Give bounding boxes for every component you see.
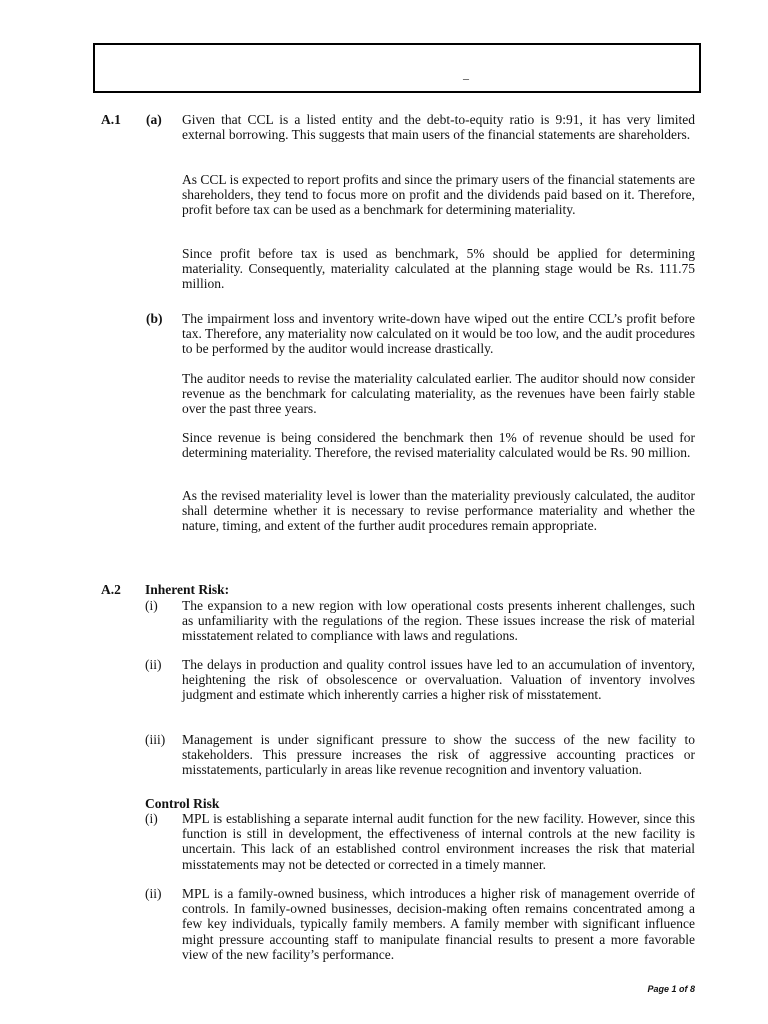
control-item-num-2: (ii) <box>145 886 162 901</box>
page-number: Page 1 of 8 <box>647 984 695 994</box>
header-box <box>93 43 701 93</box>
part-label-b: (b) <box>146 311 163 326</box>
inherent-risk-heading: Inherent Risk: <box>145 582 230 597</box>
part-label-a: (a) <box>146 112 162 127</box>
a1-b-paragraph-3: Since revenue is being considered the benchmark then 1% of revenue should be used for determining materiality. Therefore, the revised materiality calculated would be Rs. 90 million. <box>182 430 695 461</box>
a1-a-paragraph-3: Since profit before tax is used as benchmark, 5% should be applied for determining materiality. Consequently, materiality calculated at the planning stage would be Rs. 111.75 million. <box>182 246 695 292</box>
control-item-text-1: MPL is establishing a separate internal audit function for the new facility. However, since this function is still in development, the effectiveness of internal controls at the new facility is uncertain. This lack of an established control environment increases the risk that material misstatements may not be detected or corrected in a timely manner. <box>182 811 695 872</box>
a1-b-paragraph-4: As the revised materiality level is lower than the materiality previously calculated, the auditor shall determine whether it is necessary to revise performance materiality and whether the nature, timing, and extent of the further audit procedures remain appropriate. <box>182 488 695 534</box>
header-mark: – <box>463 71 469 85</box>
control-item-num-1: (i) <box>145 811 158 826</box>
inherent-item-text-1: The expansion to a new region with low operational costs presents inherent challenges, such as unfamiliarity with the regulations of the region. These issues increase the risk of material misstatement related to compliance with laws and regulations. <box>182 598 695 644</box>
question-number-a2: A.2 <box>101 582 121 597</box>
control-item-text-2: MPL is a family-owned business, which introduces a higher risk of management override of controls. In family-owned businesses, decision-making often remains concentrated among a few key individuals, typically family members. A family member with significant influence might pressure accounting staff to manipulate financial results to present a more favorable view of the new facility’s performance. <box>182 886 695 962</box>
inherent-item-num-3: (iii) <box>145 732 166 747</box>
inherent-item-text-3: Management is under significant pressure to show the success of the new facility to stakeholders. This pressure increases the risk of aggressive accounting practices or misstatements, particularly in areas like revenue recognition and inventory valuation. <box>182 732 695 778</box>
question-number-a1: A.1 <box>101 112 121 127</box>
control-risk-heading: Control Risk <box>145 796 220 811</box>
inherent-item-num-1: (i) <box>145 598 158 613</box>
inherent-item-text-2: The delays in production and quality control issues have led to an accumulation of inventory, heightening the risk of obsolescence or overvaluation. Valuation of inventory involves judgment and estimate which inherently carries a higher risk of misstatement. <box>182 657 695 703</box>
a1-b-paragraph-1: The impairment loss and inventory write-down have wiped out the entire CCL’s profit before tax. Therefore, any materiality now calculated on it would be too low, and the audit procedures to be performed by the auditor would increase drastically. <box>182 311 695 357</box>
inherent-item-num-2: (ii) <box>145 657 162 672</box>
a1-a-paragraph-1: Given that CCL is a listed entity and the debt-to-equity ratio is 9:91, it has very limited external borrowing. This suggests that main users of the financial statements are shareholders. <box>182 112 695 143</box>
a1-b-paragraph-2: The auditor needs to revise the materiality calculated earlier. The auditor should now consider revenue as the benchmark for calculating materiality, as the revenues have been fairly stable over the past three years. <box>182 371 695 417</box>
a1-a-paragraph-2: As CCL is expected to report profits and since the primary users of the financial statements are shareholders, they tend to focus more on profit and the dividends paid based on it. Therefore, profit before tax can be used as a benchmark for determining materiality. <box>182 172 695 218</box>
